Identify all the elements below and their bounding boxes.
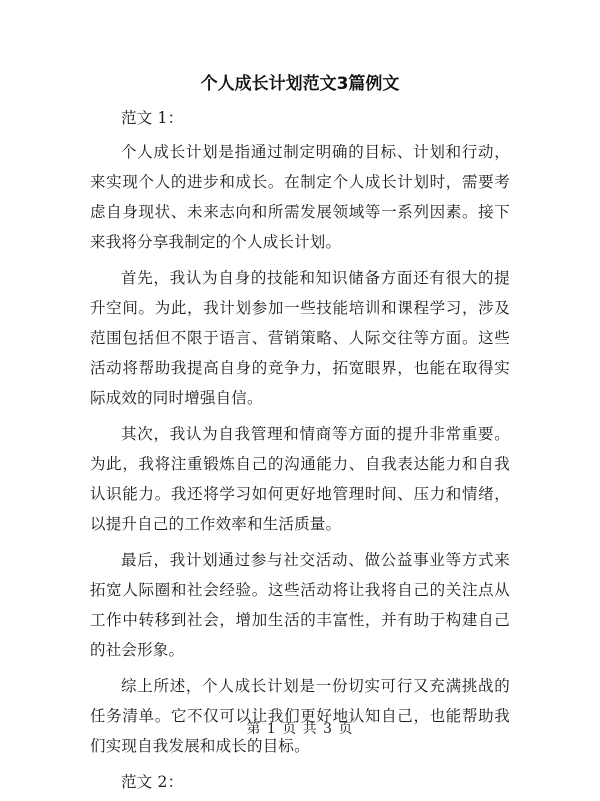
body-paragraph: 其次，我认为自我管理和情商等方面的提升非常重要。为此，我将注重锻炼自己的沟通能力、自我表达能力和自我认识能力。我还将学习如何更好地管理时间、压力和情绪，以提升自己的工作效率和生活质量。 [90,425,510,533]
sample-2-heading: 范文 2： [121,773,184,791]
page-number-footer: 第 1 页 共 3 页 [246,721,354,737]
page-title: 个人成长计划范文3篇例文 [200,74,400,94]
body-paragraph: 首先，我认为自身的技能和知识储备方面还有很大的提升空间。为此，我计划参加一些技能培训和课程学习，涉及范围包括但不限于语言、营销策略、人际交往等方面。这些活动将帮助我提高自身的竞争力，拓宽眼界，也能在取得实际成效的同时增强自信。 [90,269,510,407]
document-body [90,103,510,801]
body-paragraph: 综上所述，个人成长计划是一份切实可行又充满挑战的任务清单。它不仅可以让我们更好地认知自己，也能帮助我们实现自我发展和成长的目标。 [90,677,510,755]
sample-1-heading: 范文 1： [121,109,184,127]
body-paragraph: 最后，我计划通过参与社交活动、做公益事业等方式来拓宽人际圈和社会经验。这些活动将让我将自己的关注点从工作中转移到社会，增加生活的丰富性，并有助于构建自己的社会形象。 [90,551,510,659]
body-paragraph: 个人成长计划是指通过制定明确的目标、计划和行动，来实现个人的进步和成长。在制定个人成长计划时，需要考虑自身现状、未来志向和所需发展领域等一系列因素。接下来我将分享我制定的个人成长计划。 [90,143,510,251]
